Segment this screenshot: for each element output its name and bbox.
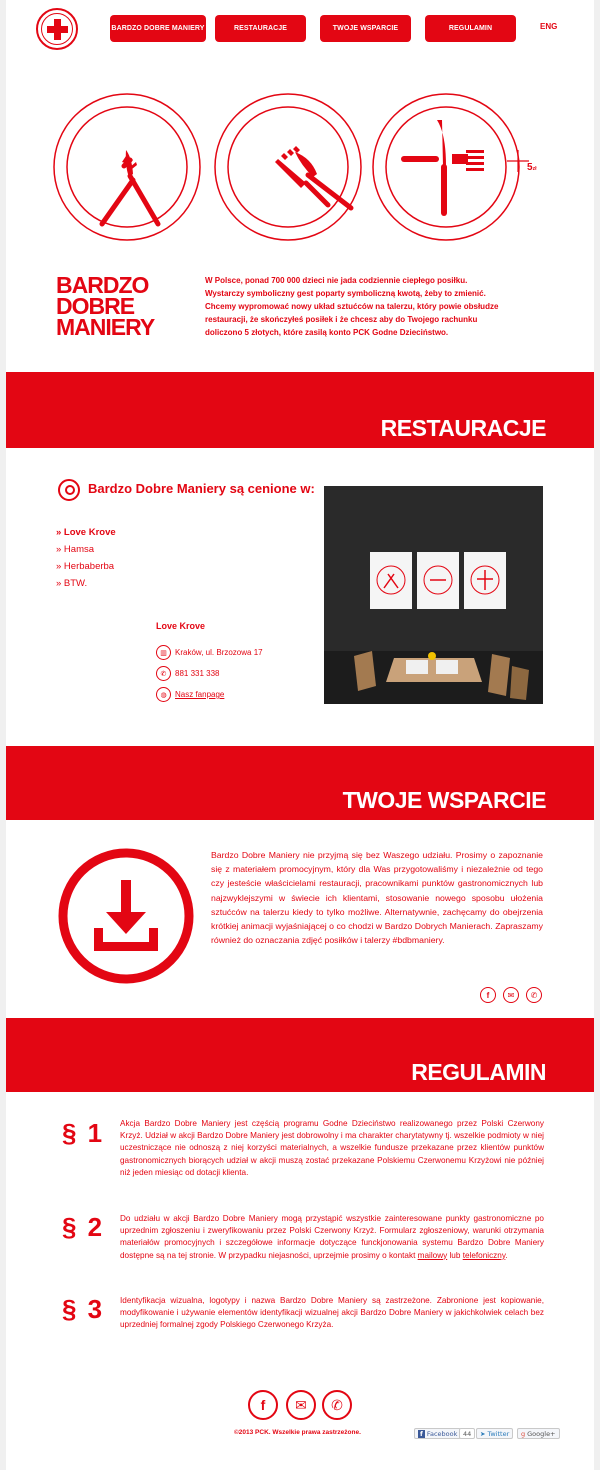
paragraph-number: § 3	[62, 1294, 105, 1324]
facebook-icon[interactable]: f	[248, 1390, 278, 1420]
phone-text: 881 331 338	[175, 669, 220, 678]
banner-regulamin	[6, 1018, 594, 1092]
page	[6, 0, 594, 1470]
download-icon[interactable]	[56, 846, 196, 986]
phone-icon[interactable]: ✆	[526, 987, 542, 1003]
facebook-icon[interactable]: f	[480, 987, 496, 1003]
fanpage-link[interactable]: Nasz fanpage	[175, 690, 225, 699]
restaurant-link[interactable]: » Herbaberba	[56, 561, 115, 572]
mail-icon[interactable]: ✉	[503, 987, 519, 1003]
section-title-twoje-wsparcie: TWOJE WSPARCIE	[342, 787, 546, 813]
support-text: Bardzo Dobre Maniery nie przyjmą się bez Waszego udziału. Prosimy o zapoznanie się z materiałem promocyjnym, który dla Was przygotowaliśmy i niezależnie od tego czy jesteście właścicielami restauracji, pracownikami punktów gastronomicznych lub najzwyklejszymi w świecie ich klientami, stosowanie nowego sposobu ułożenia sztućców na talerzu kiedy to tylko możliwe. Alternatywnie, zachęcamy do obejrzenia krótkiej animacji wyjaśniającej o co chodzi w Bardzo Dobrych Manierach. Zapraszamy również do oznaczania zdjęć posiłków i talerzy #bdbmaniery.	[211, 850, 543, 946]
plates-illustration	[6, 80, 594, 255]
nav-regulamin[interactable]: REGULAMIN	[425, 15, 516, 42]
phone-contact-link[interactable]: telefoniczny	[462, 1250, 506, 1260]
mail-contact-link[interactable]: mailowy	[417, 1250, 448, 1260]
phone-row	[156, 666, 220, 681]
phone-icon[interactable]: ✆	[322, 1390, 352, 1420]
paragraph-text: Do udziału w akcji Bardzo Dobre Maniery mogą przystąpić wszystkie zainteresowane punkty gastronomiczne po uprzednim zgłoszeniu i zweryfikowaniu przez Polski Czerwony Krzyż. Formularz zgłoszeniowy, warunki otrzymania materiałów promocyjnych i szczegółowe informacje dotyczące funckjonowania systemu Bardzo Dobre Maniery dostępne są na tej stronie. W przypadku niejasności, uprzejmie prosimy o kontakt mailowy lub telefoniczny.	[120, 1214, 544, 1260]
restaurant-link[interactable]: » Love Krove	[56, 527, 116, 538]
mail-icon[interactable]: ✉	[286, 1390, 316, 1420]
section-title-regulamin: REGULAMIN	[411, 1059, 546, 1085]
language-switch[interactable]: ENG	[540, 22, 558, 31]
banner-twoje-wsparcie	[6, 746, 594, 820]
google-share-button[interactable]: g Google+	[517, 1428, 560, 1439]
location-pin-icon	[58, 479, 80, 501]
restaurants-heading: Bardzo Dobre Maniery są cenione w:	[88, 481, 315, 496]
restaurant-link[interactable]: » BTW.	[56, 578, 88, 589]
paragraph-number: § 2	[62, 1212, 105, 1242]
section-title-restauracje: RESTAURACJE	[380, 415, 546, 441]
paragraph-text: Identyfikacja wizualna, logotypy i nazwa Bardzo Dobre Maniery są zastrzeżone. Zabronione jest kopiowanie, modyfikowanie i używanie elementów identyfikacji wizualnej akcji Bardzo Dobre Maniery w jakichkolwiek celach bez uprzedniej formalnej zgody Polskiego Czerwonego Krzyża.	[120, 1296, 544, 1330]
phone-icon: ✆	[156, 666, 171, 681]
facebook-share-count: 44	[459, 1428, 475, 1439]
copyright: ©2013 PCK. Wszelkie prawa zastrzeżone.	[234, 1429, 361, 1436]
restaurant-link[interactable]: » Hamsa	[56, 544, 95, 555]
intro-text: W Polsce, ponad 700 000 dzieci nie jada codziennie ciepłego posiłku. Wystarczy symboliczny gest poparty symboliczną kwotą, żeby to zmienić. Chcemy wypromować nowy układ sztućców na talerzu, który powie obsłudze restauracji, że skończyłeś posiłek i że chcesz aby do Twojego rachunku doliczono 5 złotych, które zasilą konto PCK Godne Dzieciństwo.	[205, 276, 499, 337]
facebook-share-button[interactable]: f Facebook	[414, 1428, 461, 1439]
restaurant-list	[56, 524, 116, 592]
paragraph-number: § 1	[62, 1118, 105, 1148]
restaurant-photo	[324, 486, 543, 704]
fanpage-row	[156, 687, 224, 702]
nav-restauracje[interactable]: RESTAURACJE	[215, 15, 306, 42]
twitter-share-button[interactable]: ➤ Twitter	[476, 1428, 513, 1439]
globe-icon: ◍	[156, 687, 171, 702]
banner-restauracje	[6, 372, 594, 448]
restaurant-detail-name: Love Krove	[156, 621, 206, 631]
address-text: Kraków, ul. Brzozowa 17	[175, 648, 263, 657]
nav-twoje-wsparcie[interactable]: TWOJE WSPARCIE	[320, 15, 411, 42]
campaign-title: BARDZO DOBRE MANIERY	[56, 272, 155, 340]
paragraph-text: Akcja Bardzo Dobre Maniery jest częścią programu Godne Dzieciństwo realizowanego przez Polski Czerwony Krzyż. Udział w akcji Bardzo Dobre Maniery jest dobrowolny i ma charakter charytatywny tj. wszelkie podmioty w niej uczestniczące nie odnoszą z niej korzyści materialnych, a wszelkie fundusze przekazane przez klientów punktów gastronomicznych biorących udział w akcji muszą zostać przekazane Polskiemu Czerwonemu Krzyżowi nie później niż jeden miesiąc od dotacji klienta.	[120, 1119, 544, 1177]
address-row	[156, 645, 263, 660]
pck-logo[interactable]	[36, 8, 78, 50]
building-icon: ▥	[156, 645, 171, 660]
nav-bardzo-dobre-maniery[interactable]: BARDZO DOBRE MANIERY	[110, 15, 206, 42]
plus-five-badge: 5zł	[527, 162, 537, 173]
